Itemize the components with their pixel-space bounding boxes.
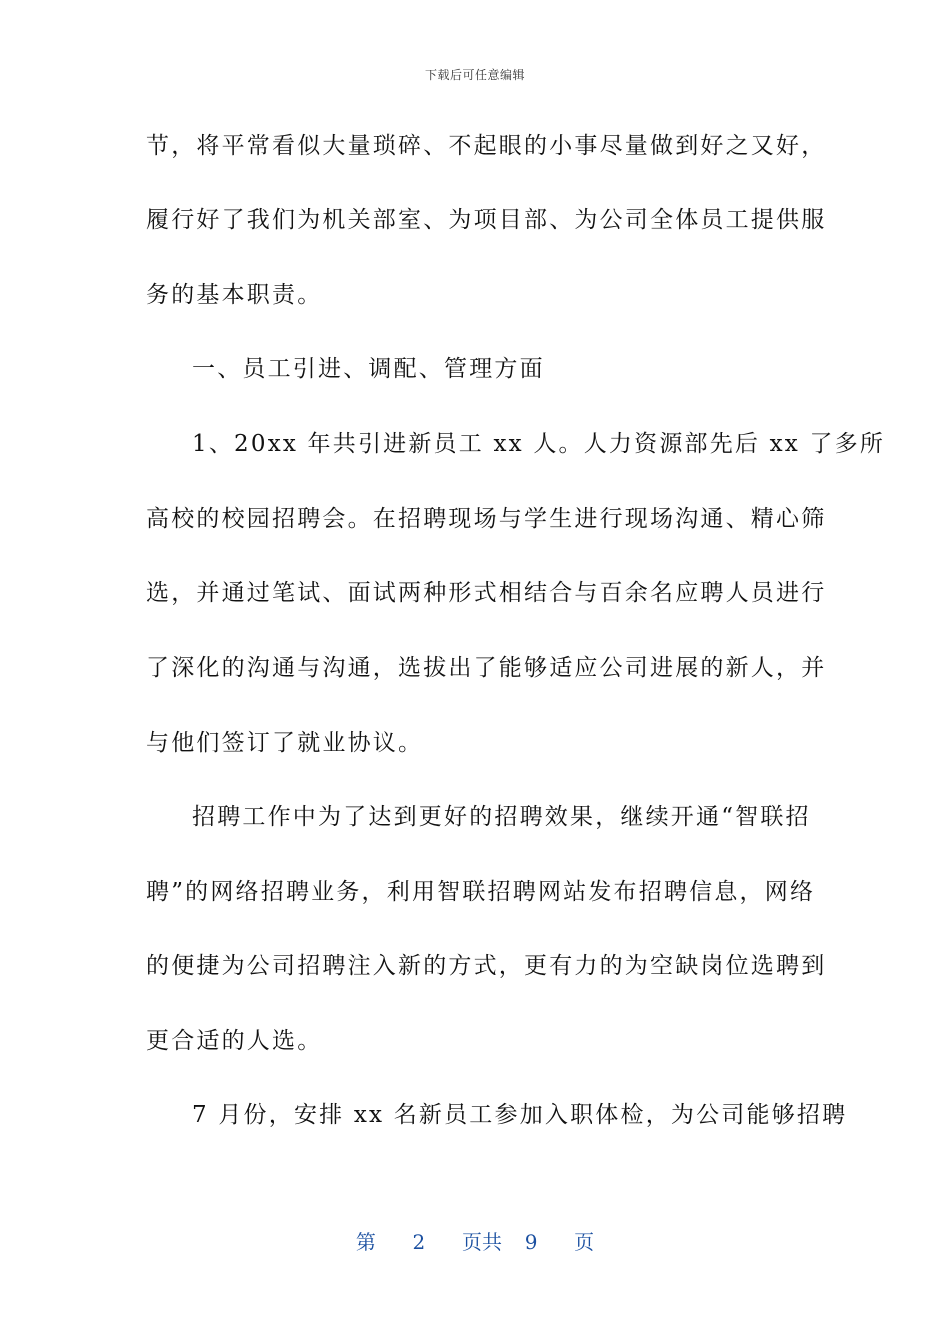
paragraph-line: 的便捷为公司招聘注入新的方式，更有力的为空缺岗位选聘到 [146,953,827,979]
page-header-note: 下载后可任意编辑 [424,68,525,82]
paragraph-line: 招聘工作中为了达到更好的招聘效果，继续开通“智联招 [192,804,811,830]
page-footer [0,1226,950,1255]
paragraph-line: 1、20xx 年共引进新员工 xx 人。人力资源部先后 xx 了多所 [192,431,886,457]
paragraph-line: 务的基本职责。 [146,282,323,308]
paragraph-line: 7 月份，安排 xx 名新员工参加入职体检，为公司能够招聘 [192,1102,848,1128]
paragraph-line: 更合适的人选。 [146,1028,323,1054]
footer-prefix: 第 [355,1230,376,1254]
paragraph-line: 与他们签订了就业协议。 [146,730,424,756]
paragraph-line: 履行好了我们为机关部室、为项目部、为公司全体员工提供服 [146,207,827,233]
paragraph-line: 节，将平常看似大量琐碎、不起眼的小事尽量做到好之又好， [146,133,827,159]
footer-total-pages: 9 [524,1230,538,1254]
paragraph-line: 了深化的沟通与沟通，选拔出了能够适应公司进展的新人，并 [146,655,827,681]
footer-middle: 页共 [462,1230,502,1254]
paragraph-line: 高校的校园招聘会。在招聘现场与学生进行现场沟通、精心筛 [146,506,827,532]
footer-current-page: 2 [412,1230,426,1254]
section-heading: 一、员工引进、调配、管理方面 [192,356,545,382]
paragraph-line: 聘”的网络招聘业务，利用智联招聘网站发布招聘信息，网络 [146,879,816,905]
footer-suffix: 页 [574,1230,595,1254]
paragraph-line: 选，并通过笔试、面试两种形式相结合与百余名应聘人员进行 [146,580,827,606]
